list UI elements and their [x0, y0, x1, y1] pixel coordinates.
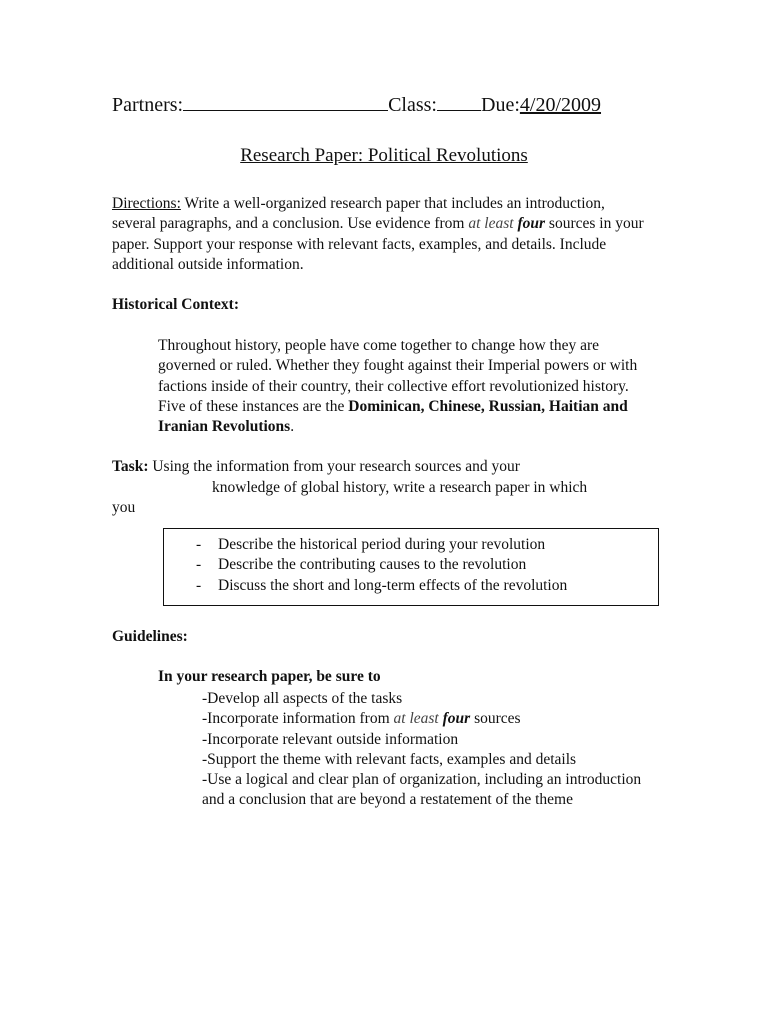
bullet-dash: -	[196, 536, 202, 553]
bullet-text: Describe the contributing causes to the revolution	[218, 556, 527, 574]
class-blank	[437, 92, 481, 111]
task-line-2: knowledge of global history, write a research paper in which	[212, 479, 588, 496]
guideline-2-text-b: sources	[470, 710, 521, 728]
list-item	[202, 709, 652, 729]
directions-text-2: sources in your paper. Support your response with relevant facts, examples, and details. Include additional outside information.	[112, 215, 644, 273]
guideline-2-text-a: -Incorporate information from	[202, 710, 394, 728]
list-item: -Develop all aspects of the tasks	[202, 690, 403, 707]
partners-label: Partners:	[112, 94, 184, 116]
class-label: Class:	[388, 94, 437, 116]
directions-four: four	[517, 215, 546, 233]
context-end: .	[290, 418, 295, 436]
page-title	[0, 145, 768, 167]
context-revolutions: Dominican, Chinese, Russian, Haitian and Iranian Revolutions	[158, 397, 628, 436]
directions-at-least: at least	[468, 215, 514, 233]
task-bullet-list	[196, 535, 567, 596]
header-line	[112, 92, 601, 117]
bullet-text: Describe the historical period during your revolution	[218, 536, 546, 553]
guidelines-list	[202, 689, 652, 811]
due-label: Due:	[481, 94, 520, 116]
directions-label: Directions:	[112, 195, 181, 212]
directions-paragraph	[112, 194, 652, 275]
title-text: Research Paper: Political Revolutions	[240, 145, 528, 166]
historical-context-paragraph	[158, 336, 648, 437]
task-label: Task:	[112, 458, 149, 475]
bullet-dash: -	[196, 576, 202, 594]
partners-blank	[183, 92, 388, 111]
bullet-dash: -	[196, 556, 202, 574]
list-item	[196, 555, 567, 575]
task-line-3: you	[112, 499, 136, 516]
list-item	[196, 535, 567, 555]
list-item: -Use a logical and clear plan of organization, including an introduction and a conclusion that are beyond a restatement of the theme	[202, 771, 642, 809]
directions-text-1: Write a well-organized research paper that includes an introduction, several paragraphs, and a conclusion. Use evidence from	[112, 195, 605, 233]
guidelines-intro: In your research paper, be sure to	[158, 668, 381, 685]
task-line1-text: Using the information from your research sources and your	[148, 458, 520, 475]
list-item: -Incorporate relevant outside information	[202, 730, 459, 748]
historical-context-heading: Historical Context:	[112, 296, 239, 313]
list-item: -Support the theme with relevant facts, examples and details	[202, 750, 577, 768]
task-line-1	[112, 457, 520, 477]
guideline-2-at-least: at least	[393, 710, 439, 728]
guideline-2-four: four	[442, 710, 471, 728]
list-item	[196, 576, 567, 596]
context-text: Throughout history, people have come together to change how they are governed or ruled. Whether they fought against their Imperial powers or with factions inside of their country, their collective effort revolutionized history. Five of these instances are the	[158, 337, 638, 415]
bullet-text: Discuss the short and long-term effects of the revolution	[218, 576, 568, 594]
due-date: 4/20/2009	[519, 94, 602, 116]
guidelines-heading: Guidelines:	[112, 628, 188, 645]
